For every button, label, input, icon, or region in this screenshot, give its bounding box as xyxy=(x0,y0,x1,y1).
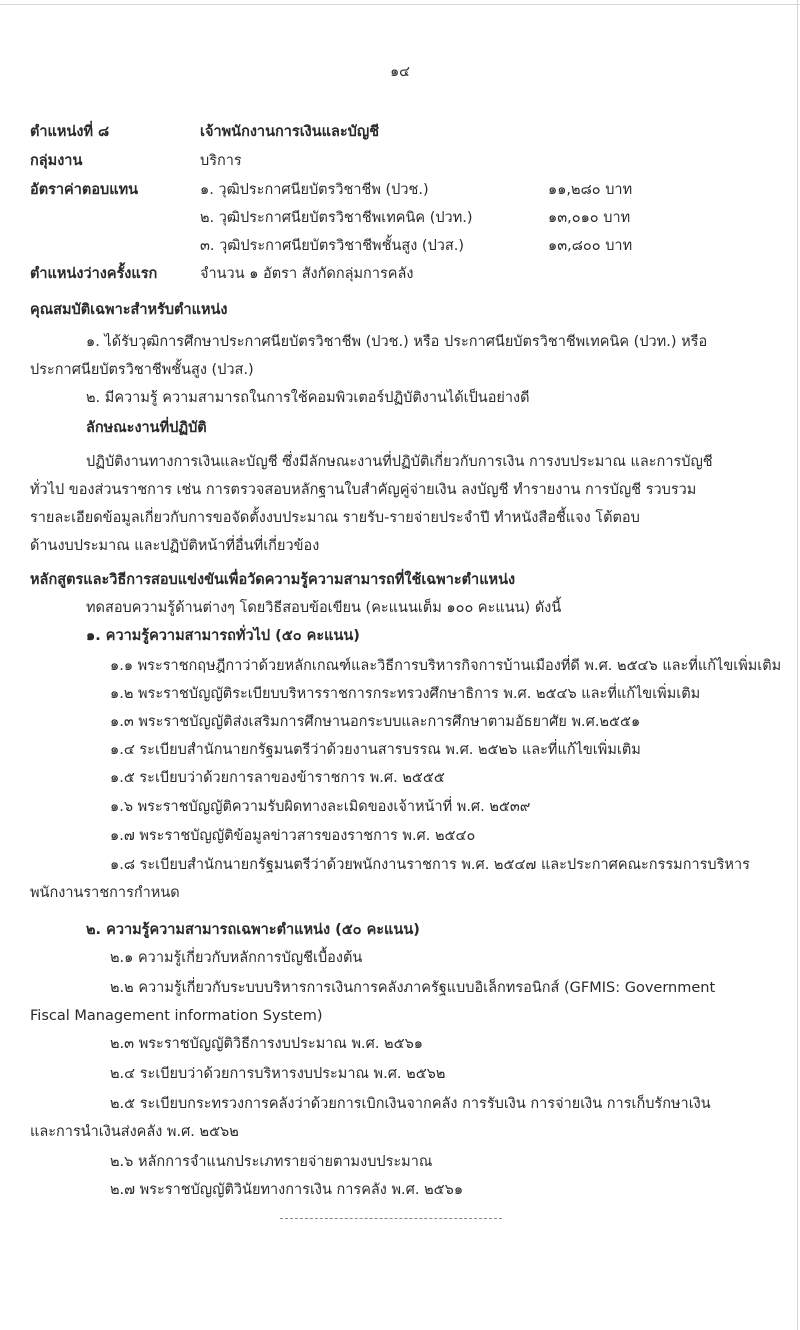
right-border xyxy=(797,0,798,1330)
section1-item: ๑.๖ พระราชบัญญัติความรับผิดทางละเมิดของเจ้าหน้าที่ พ.ศ. ๒๕๓๙ xyxy=(110,799,531,815)
page-number: ๑๔ xyxy=(390,64,410,80)
duties-line: รายละเอียดข้อมูลเกี่ยวกับการขอจัดตั้งงบประมาณ รายรับ-รายจ่ายประจำปี ทำหนังสือชี้แจง โต้ตอบ xyxy=(30,510,640,526)
vacancy-label: ตำแหน่งว่างครั้งแรก xyxy=(30,266,158,282)
salary-degree: ๒. วุฒิประกาศนียบัตรวิชาชีพเทคนิค (ปวท.) xyxy=(200,210,473,226)
qualification-item: ๑. ได้รับวุฒิการศึกษาประกาศนียบัตรวิชาชีพ (ปวช.) หรือ ประกาศนียบัตรวิชาชีพเทคนิค (ปวท.) หรือ xyxy=(86,334,708,350)
salary-degree: ๑. วุฒิประกาศนียบัตรวิชาชีพ (ปวช.) xyxy=(200,182,429,198)
section2-item: ๒.๓ พระราชบัญญัติวิธีการงบประมาณ พ.ศ. ๒๕๖๑ xyxy=(110,1036,423,1052)
section2-title: ๒. ความรู้ความสามารถเฉพาะตำแหน่ง (๕๐ คะแนน) xyxy=(86,922,420,938)
exam-intro: ทดสอบความรู้ด้านต่างๆ โดยวิธีสอบข้อเขียน (คะแนนเต็ม ๑๐๐ คะแนน) ดังนี้ xyxy=(86,600,562,616)
section2-item: ๒.๗ พระราชบัญญัติวินัยทางการเงิน การคลัง พ.ศ. ๒๕๖๑ xyxy=(110,1182,464,1198)
position-label: ตำแหน่งที่ ๘ xyxy=(30,124,110,140)
salary-amount: ๑๓,๐๑๐ บาท xyxy=(548,210,631,226)
section2-item-cont: Fiscal Management information System) xyxy=(30,1008,323,1024)
section2-item: ๒.๒ ความรู้เกี่ยวกับระบบบริหารการเงินการคลังภาครัฐแบบอิเล็กทรอนิกส์ (GFMIS: Government xyxy=(110,980,716,996)
section1-item: ๑.๒ พระราชบัญญัติระเบียบบริหารราชการกระทรวงศึกษาธิการ พ.ศ. ๒๕๔๖ และที่แก้ไขเพิ่มเติม xyxy=(110,686,701,702)
section1-item: ๑.๗ พระราชบัญญัติข้อมูลข่าวสารของราชการ พ.ศ. ๒๕๔๐ xyxy=(110,828,476,844)
group-value: บริการ xyxy=(200,153,242,169)
section1-item: ๑.๓ พระราชบัญญัติส่งเสริมการศึกษานอกระบบและการศึกษาตามอัธยาศัย พ.ศ.๒๕๕๑ xyxy=(110,714,641,730)
top-border xyxy=(0,4,800,5)
section1-title: ๑. ความรู้ความสามารถทั่วไป (๕๐ คะแนน) xyxy=(86,628,360,644)
section2-item-cont: และการนำเงินส่งคลัง พ.ศ. ๒๕๖๒ xyxy=(30,1124,239,1140)
salary-label: อัตราค่าตอบแทน xyxy=(30,182,139,198)
group-label: กลุ่มงาน xyxy=(30,153,83,169)
section1-item-cont: พนักงานราชการกำหนด xyxy=(30,885,180,901)
section2-item: ๒.๑ ความรู้เกี่ยวกับหลักการบัญชีเบื้องต้น xyxy=(110,950,363,966)
salary-amount: ๑๓,๘๐๐ บาท xyxy=(548,238,633,254)
duties-heading: ลักษณะงานที่ปฏิบัติ xyxy=(86,420,207,436)
salary-amount: ๑๑,๒๘๐ บาท xyxy=(548,182,633,198)
qualifications-heading: คุณสมบัติเฉพาะสำหรับตำแหน่ง xyxy=(30,302,228,318)
qualification-item: ๒. มีความรู้ ความสามารถในการใช้คอมพิวเตอร์ปฏิบัติงานได้เป็นอย่างดี xyxy=(86,390,530,406)
qualification-item-cont: ประกาศนียบัตรวิชาชีพชั้นสูง (ปวส.) xyxy=(30,362,254,378)
salary-degree: ๓. วุฒิประกาศนียบัตรวิชาชีพชั้นสูง (ปวส.) xyxy=(200,238,465,254)
section2-item: ๒.๖ หลักการจำแนกประเภทรายจ่ายตามงบประมาณ xyxy=(110,1154,433,1170)
section2-item: ๒.๔ ระเบียบว่าด้วยการบริหารงบประมาณ พ.ศ. ๒๕๖๒ xyxy=(110,1066,446,1082)
end-divider xyxy=(280,1218,502,1219)
position-value: เจ้าพนักงานการเงินและบัญชี xyxy=(200,124,380,140)
vacancy-value: จำนวน ๑ อัตรา สังกัดกลุ่มการคลัง xyxy=(200,266,414,282)
section1-item: ๑.๕ ระเบียบว่าด้วยการลาของข้าราชการ พ.ศ. ๒๕๕๕ xyxy=(110,770,445,786)
duties-line: ปฏิบัติงานทางการเงินและบัญชี ซึ่งมีลักษณะงานที่ปฏิบัติเกี่ยวกับการเงิน การงบประมาณ และการบัญชี xyxy=(86,454,713,470)
section2-item: ๒.๕ ระเบียบกระทรวงการคลังว่าด้วยการเบิกเงินจากคลัง การรับเงิน การจ่ายเงิน การเก็บรักษาเงิน xyxy=(110,1096,711,1112)
section1-item: ๑.๑ พระราชกฤษฎีกาว่าด้วยหลักเกณฑ์และวิธีการบริหารกิจการบ้านเมืองที่ดี พ.ศ. ๒๕๔๖ และที่แก้ไขเพิ่มเติม xyxy=(110,658,782,674)
section1-item: ๑.๔ ระเบียบสำนักนายกรัฐมนตรีว่าด้วยงานสารบรรณ พ.ศ. ๒๕๒๖ และที่แก้ไขเพิ่มเติม xyxy=(110,742,641,758)
duties-line: ด้านงบประมาณ และปฏิบัติหน้าที่อื่นที่เกี่ยวข้อง xyxy=(30,538,320,554)
exam-heading: หลักสูตรและวิธีการสอบแข่งขันเพื่อวัดความรู้ความสามารถที่ใช้เฉพาะตำแหน่ง xyxy=(30,572,516,588)
duties-line: ทั่วไป ของส่วนราชการ เช่น การตรวจสอบหลักฐานใบสำคัญคู่จ่ายเงิน ลงบัญชี ทำรายงาน การบัญชี รวบรวม xyxy=(30,482,697,498)
section1-item: ๑.๘ ระเบียบสำนักนายกรัฐมนตรีว่าด้วยพนักงานราชการ พ.ศ. ๒๕๔๗ และประกาศคณะกรรมการบริหาร xyxy=(110,857,750,873)
